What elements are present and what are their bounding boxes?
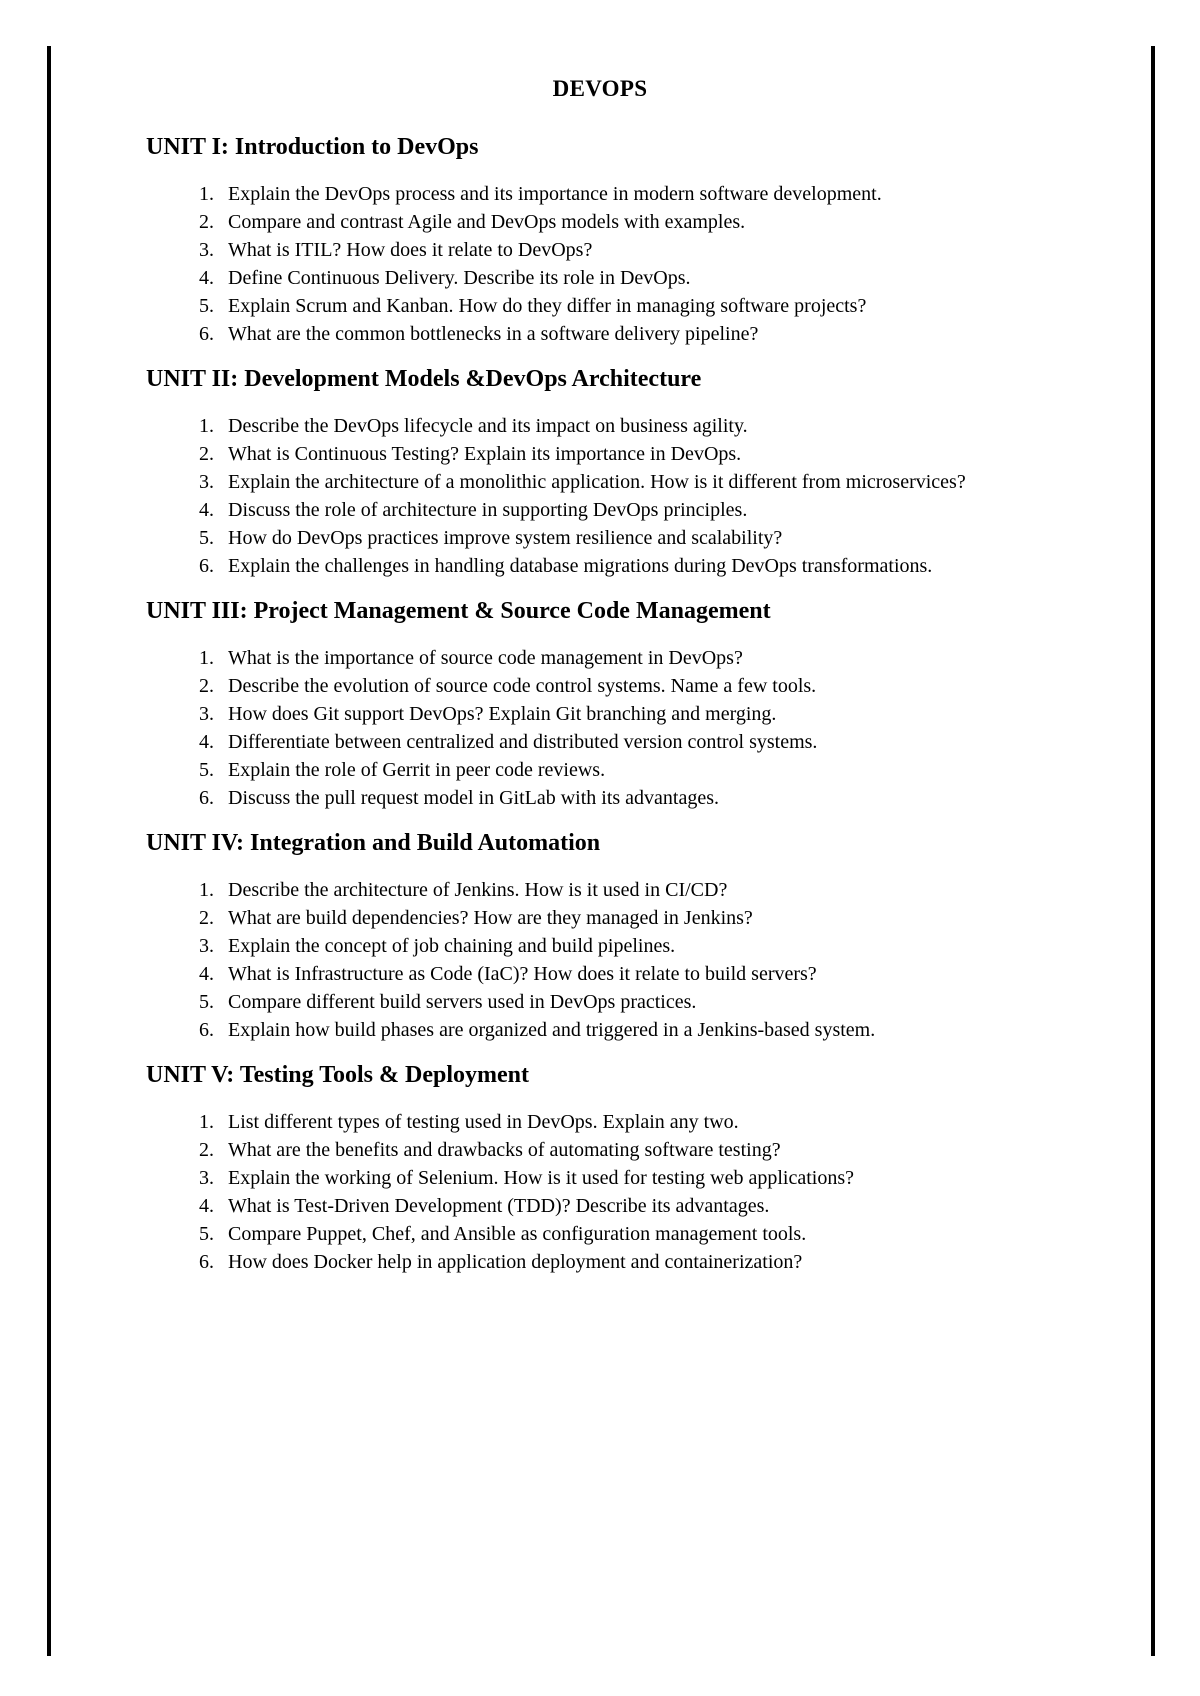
question-number: 4 .	[176, 1192, 214, 1220]
question-text: Differentiate between centralized and distributed version control systems.	[228, 731, 818, 753]
question-number: 3 .	[176, 700, 214, 728]
question-item	[146, 468, 1046, 496]
unit-heading: UNIT I: Introduction to DevOps	[146, 134, 479, 160]
question-number: 6 .	[176, 1248, 214, 1276]
question-text: What is the importance of source code management in DevOps?	[228, 647, 743, 669]
page-border-left	[47, 46, 51, 1656]
question-item	[146, 1248, 1046, 1276]
unit-3	[146, 596, 1046, 812]
question-text: Explain the architecture of a monolithic application. How is it different from microservices?	[228, 471, 966, 493]
question-list	[146, 644, 1046, 812]
question-text: Compare and contrast Agile and DevOps models with examples.	[228, 211, 746, 233]
question-text: Explain the concept of job chaining and build pipelines.	[228, 935, 676, 957]
page-title: DEVOPS	[552, 76, 648, 101]
question-item	[146, 292, 1046, 320]
question-text: What is Infrastructure as Code (IaC)? How does it relate to build servers?	[228, 963, 817, 985]
question-number: 2 .	[176, 440, 214, 468]
question-item	[146, 320, 1046, 348]
question-number: 2 .	[176, 672, 214, 700]
question-text: Describe the architecture of Jenkins. How is it used in CI/CD?	[228, 879, 728, 901]
question-item	[146, 552, 1046, 580]
page-border-right	[1151, 46, 1155, 1656]
question-number: 3 .	[176, 1164, 214, 1192]
question-item	[146, 496, 1046, 524]
unit-5	[146, 1060, 1046, 1276]
question-item	[146, 1192, 1046, 1220]
question-text: List different types of testing used in DevOps. Explain any two.	[228, 1111, 739, 1133]
question-list	[146, 180, 1046, 348]
question-item	[146, 756, 1046, 784]
question-text: What is Continuous Testing? Explain its importance in DevOps.	[228, 443, 742, 465]
question-number: 6 .	[176, 784, 214, 812]
question-item	[146, 672, 1046, 700]
question-text: Define Continuous Delivery. Describe its role in DevOps.	[228, 267, 691, 289]
question-item	[146, 1108, 1046, 1136]
question-text: Discuss the pull request model in GitLab with its advantages.	[228, 787, 720, 809]
question-item	[146, 1220, 1046, 1248]
question-number: 3 .	[176, 468, 214, 496]
question-number: 4 .	[176, 496, 214, 524]
question-item	[146, 932, 1046, 960]
question-number: 3 .	[176, 932, 214, 960]
question-text: Explain how build phases are organized and triggered in a Jenkins-based system.	[228, 1019, 876, 1041]
unit-heading: UNIT II: Development Models &DevOps Architecture	[146, 366, 702, 392]
question-number: 6 .	[176, 552, 214, 580]
question-list	[146, 1108, 1046, 1276]
unit-4	[146, 828, 1046, 1044]
question-item	[146, 644, 1046, 672]
question-item	[146, 904, 1046, 932]
question-number: 5 .	[176, 988, 214, 1016]
question-text: How does Docker help in application deployment and containerization?	[228, 1251, 803, 1273]
question-text: Discuss the role of architecture in supporting DevOps principles.	[228, 499, 748, 521]
question-number: 5 .	[176, 756, 214, 784]
question-text: Compare different build servers used in DevOps practices.	[228, 991, 697, 1013]
question-item	[146, 208, 1046, 236]
unit-heading: UNIT V: Testing Tools & Deployment	[146, 1062, 529, 1088]
question-text: Explain the role of Gerrit in peer code reviews.	[228, 759, 606, 781]
question-text: What is ITIL? How does it relate to DevOps?	[228, 239, 593, 261]
question-item	[146, 876, 1046, 904]
question-item	[146, 728, 1046, 756]
question-number: 4 .	[176, 960, 214, 988]
unit-1	[146, 132, 1046, 348]
question-list	[146, 412, 1046, 580]
unit-heading: UNIT IV: Integration and Build Automation	[146, 830, 601, 856]
question-text: What are build dependencies? How are they managed in Jenkins?	[228, 907, 753, 929]
question-item	[146, 1016, 1046, 1044]
question-text: What are the common bottlenecks in a software delivery pipeline?	[228, 323, 759, 345]
question-number: 2 .	[176, 904, 214, 932]
question-item	[146, 180, 1046, 208]
question-item	[146, 264, 1046, 292]
question-number: 5 .	[176, 292, 214, 320]
question-item	[146, 1164, 1046, 1192]
question-text: Explain Scrum and Kanban. How do they differ in managing software projects?	[228, 295, 867, 317]
question-text: What is Test-Driven Development (TDD)? Describe its advantages.	[228, 1195, 770, 1217]
question-text: Explain the DevOps process and its importance in modern software development.	[228, 183, 882, 205]
question-number: 5 .	[176, 1220, 214, 1248]
question-text: Explain the working of Selenium. How is it used for testing web applications?	[228, 1167, 854, 1189]
question-number: 6 .	[176, 1016, 214, 1044]
question-number: 2 .	[176, 208, 214, 236]
question-list	[146, 876, 1046, 1044]
question-item	[146, 1136, 1046, 1164]
question-item	[146, 440, 1046, 468]
question-item	[146, 524, 1046, 552]
question-item	[146, 988, 1046, 1016]
question-number: 3 .	[176, 236, 214, 264]
question-number: 1 .	[176, 412, 214, 440]
question-number: 1 .	[176, 876, 214, 904]
question-item	[146, 412, 1046, 440]
question-item	[146, 960, 1046, 988]
question-text: Describe the DevOps lifecycle and its impact on business agility.	[228, 415, 748, 437]
question-bank	[146, 132, 1046, 1292]
question-number: 4 .	[176, 728, 214, 756]
question-number: 4 .	[176, 264, 214, 292]
question-text: Describe the evolution of source code control systems. Name a few tools.	[228, 675, 817, 697]
question-number: 1 .	[176, 644, 214, 672]
question-number: 1 .	[176, 180, 214, 208]
question-number: 6 .	[176, 320, 214, 348]
unit-2	[146, 364, 1046, 580]
question-text: Compare Puppet, Chef, and Ansible as configuration management tools.	[228, 1223, 807, 1245]
unit-heading: UNIT III: Project Management & Source Code Management	[146, 598, 771, 624]
question-number: 1 .	[176, 1108, 214, 1136]
question-text: What are the benefits and drawbacks of automating software testing?	[228, 1139, 781, 1161]
question-number: 2 .	[176, 1136, 214, 1164]
question-item	[146, 784, 1046, 812]
question-text: How do DevOps practices improve system resilience and scalability?	[228, 527, 783, 549]
question-text: Explain the challenges in handling database migrations during DevOps transformations.	[228, 555, 933, 577]
question-text: How does Git support DevOps? Explain Git branching and merging.	[228, 703, 777, 725]
question-item	[146, 700, 1046, 728]
question-item	[146, 236, 1046, 264]
question-number: 5 .	[176, 524, 214, 552]
